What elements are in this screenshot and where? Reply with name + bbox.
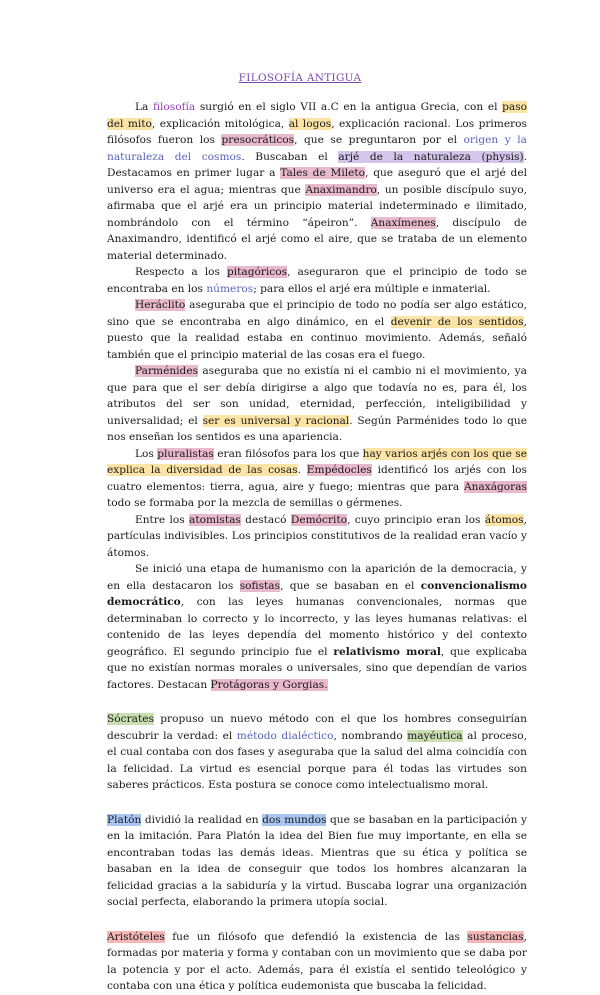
text-run: Se inició una etapa de humanismo con la aparición de la democracia, y en ella destacaron los: [107, 563, 527, 592]
term-socrates: Sócrates: [107, 713, 154, 725]
paragraph-atomistas: [107, 512, 527, 562]
paragraph-pluralistas: [107, 446, 527, 512]
term-sustancias: sustancias: [467, 930, 524, 943]
term-paso-del-mito: paso del mito: [107, 101, 528, 130]
term-arje-naturaleza: arjé de la naturaleza (physis): [338, 150, 524, 163]
term-tales-de-mileto: Tales de Mileto: [280, 167, 366, 179]
text-run: , que aseguró que el arjé del universo era el agua; mientras que: [107, 167, 527, 196]
text-run: eran filósofos para los que: [213, 447, 363, 460]
text-run: aseguraba que no existía ni el cambio ni el movimiento, ya que para que el ser debía dirigirse a algo que todavía no es, para él, los atributos del ser son unidad, eternidad, perfección, inteligibilidad y universalidad; el: [107, 365, 527, 427]
term-origen-cosmos: origen y la naturaleza del cosmos: [107, 134, 527, 163]
text-run: Respecto a los: [135, 266, 227, 278]
text-run: , cuyo principio eran los: [347, 513, 485, 526]
term-anaxagoras: Anaxágoras: [463, 480, 527, 493]
text-run: , que se preguntaron por el: [294, 134, 464, 146]
term-platon: Platón: [107, 813, 142, 826]
text-run: , aseguraron que el principio de todo se encontraba en los: [107, 266, 527, 295]
text-run: , nombrando: [333, 729, 408, 742]
paragraph-pitagoricos: [107, 264, 527, 297]
text-run: todo se formaba por la mezcla de semillas o gérmenes.: [107, 497, 403, 509]
term-convencionalismo: convencionalismo democrático: [107, 579, 527, 608]
text-run: , partículas indivisibles. Los principios constitutivos de la realidad eran vacío y átomos.: [107, 513, 527, 559]
text-run: , con las leyes humanas convencionales, normas que determinaban lo correcto y lo incorrecto, y las leyes humanas relativas: el contenido de las leyes dependía del momento histórico y del contexto geográfico. El segundo principio fue el: [107, 596, 527, 658]
text-run: , puesto que la realidad estaba en continuo movimiento. Además, señaló también que el principio material de las cosas era el fuego.: [107, 315, 527, 361]
term-mayeutica: mayéutica: [407, 729, 463, 742]
text-run: al proceso, el cual contaba con dos fases y aseguraba que la salud del alma coincidía con la felicidad. La virtud es esencial porque para él todas las virtudes son saberes prácticos. Esta postura se conoce como intelectualismo moral.: [107, 729, 527, 791]
text-run: , explicación mitológica,: [151, 117, 289, 130]
document-body: [107, 99, 527, 995]
page-title: FILOSOFÍA ANTIGUA: [238, 72, 362, 84]
term-filosofia: filosofía: [152, 101, 196, 113]
term-atomos: átomos: [484, 513, 524, 526]
text-run: . Destacamos en primer lugar a: [107, 150, 527, 179]
term-atomistas: atomistas: [189, 513, 241, 526]
term-presocraticos: presocráticos: [221, 134, 295, 146]
term-ser-universal: ser es universal y racional: [202, 414, 350, 427]
text-run: , un posible discípulo suyo, afirmaba que el arjé era un principio material indeterminado e ilimitado, nombrándolo con el término “ápeiron”.: [107, 183, 527, 229]
term-empedocles: Empédocles: [306, 464, 372, 476]
text-run: ; para ellos el arjé era múltiple e inmaterial.: [253, 282, 491, 295]
term-numeros: números: [206, 282, 254, 295]
text-run: Entre los: [135, 513, 189, 526]
text-run: aseguraba que el principio de todo no podía ser algo estático, sino que se encontraba en algo dinámico, en el: [107, 299, 527, 328]
paragraph-sofistas: [107, 561, 527, 693]
term-al-logos: al logos: [288, 117, 332, 130]
text-run: , formadas por materia y forma y contaban con un movimiento que se daba por la potencia y por el acto. Además, para él existía el sentido teleológico y contaba con una ética y política eudemonista que buscaba la felicidad.: [107, 930, 527, 992]
term-pluralistas: pluralistas: [157, 447, 214, 460]
text-run: La: [135, 101, 153, 113]
text-run: . Según Parménides todo lo que nos enseñan los sentidos es una apariencia.: [107, 414, 527, 443]
term-pitagoricos: pitagóricos: [226, 266, 288, 278]
paragraph-socrates: [107, 711, 527, 794]
term-protagoras-gorgias: Protágoras y Gorgias.: [210, 678, 328, 691]
term-varios-arjes: hay varios arjés con los que se explica la diversidad de las cosas: [107, 447, 527, 476]
text-run: Los: [135, 447, 158, 460]
text-run: identificó los arjés con los cuatro elementos: tierra, agua, aire y fuego; mientras que para: [107, 464, 527, 493]
text-run: , discípulo de Anaximandro, identificó el arjé como el aire, que se trataba de un elemento material determinado.: [107, 216, 528, 262]
text-run: , que se basaban en el: [280, 579, 421, 592]
text-run: destacó: [240, 513, 291, 526]
term-dos-mundos: dos mundos: [262, 813, 327, 826]
term-relativismo-moral: relativismo moral: [333, 645, 441, 658]
term-devenir-sentidos: devenir de los sentidos: [390, 315, 524, 328]
text-run: , que explicaba que no existían normas morales o universales, sino que dependían de varios factores. Destacan: [107, 645, 527, 691]
term-metodo-dialectico: método dialéctico: [236, 729, 334, 742]
term-democrito: Demócrito: [290, 513, 348, 526]
term-sofistas: sofistas: [239, 579, 281, 592]
text-run: , explicación racional. Los primeros filósofos fueron los: [107, 117, 527, 146]
paragraph-parmenides: [107, 363, 527, 446]
term-parmenides: Parménides: [135, 365, 199, 377]
text-run: .: [297, 464, 307, 476]
term-aristoteles: Aristóteles: [107, 930, 165, 943]
term-heraclito: Heráclito: [135, 299, 186, 311]
paragraph-heraclito: [107, 297, 527, 363]
text-run: dividió la realidad en: [141, 813, 263, 826]
text-run: fue un filósofo que defendió la existencia de las: [164, 930, 468, 943]
text-run: surgió en el siglo VII a.C en la antigua Grecia, con el: [195, 101, 503, 113]
term-anaximenes: Anaxímenes: [370, 216, 436, 229]
text-run: propuso un nuevo método con el que los hombres conseguirían descubrir la verdad: el: [107, 713, 527, 742]
paragraph-platon: [107, 812, 527, 911]
term-anaximandro: Anaximandro: [305, 183, 377, 196]
text-run: que se basaban en la participación y en la imitación. Para Platón la idea del Bien fue muy importante, en ella se encontraban todas las demás ideas. Mientras que su ética y política se basaban en la idea de conseguir que todos los hombres alcanzaran la felicidad gracias a la sabiduría y la virtud. Buscaba lograr una organización social perfecta, elaborando la primera utopía social.: [107, 813, 527, 908]
text-run: . Buscaban el: [241, 150, 339, 163]
paragraph-aristoteles: [107, 929, 527, 995]
paragraph-presocraticos: [107, 99, 527, 264]
